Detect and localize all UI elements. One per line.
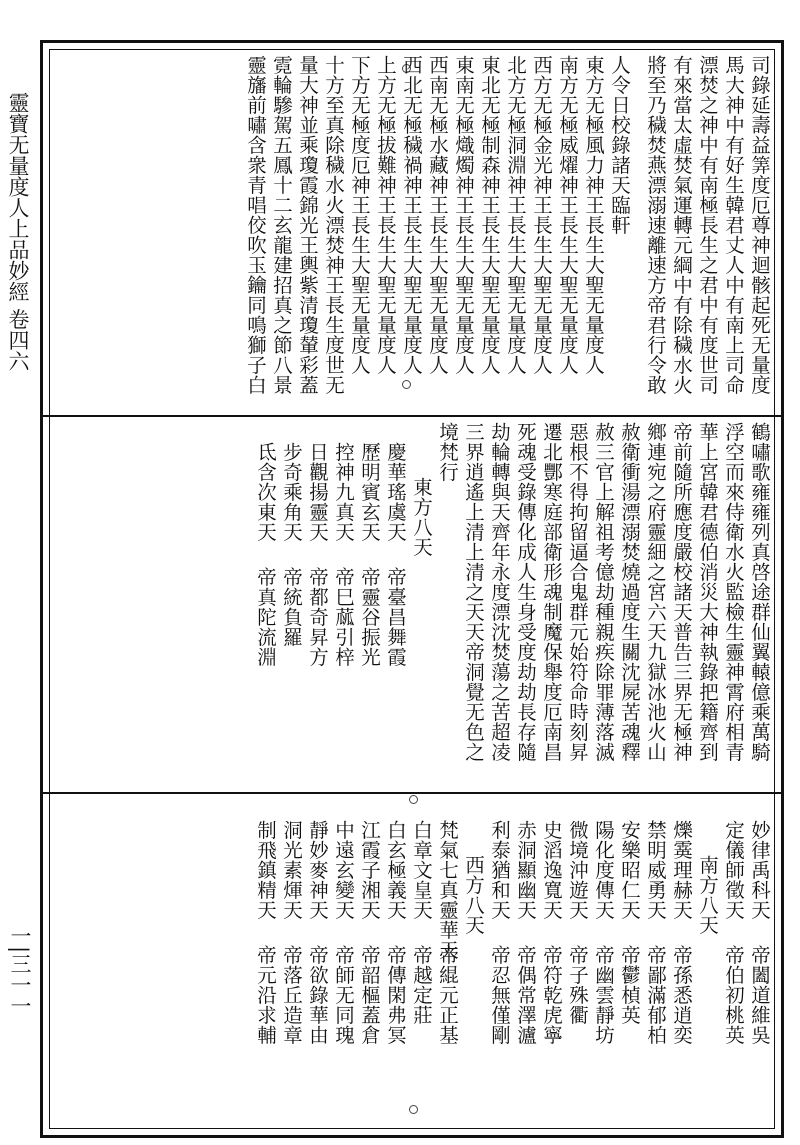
heaven-name: 安樂昭仁天 <box>618 820 641 920</box>
margin-book-title: 靈寶无量度人上品妙經 卷四六 <box>6 92 30 372</box>
heaven-pair <box>383 800 407 1130</box>
text-column: 馬大神中有好生韓君丈人中有南上司命 <box>722 55 745 395</box>
heaven-pair <box>643 800 667 1130</box>
heaven-name: 氐含次東天 <box>254 442 277 542</box>
text-column: 下方无極度厄神王長生大聖无量度人 <box>348 55 371 375</box>
emperor-name: 帝子殊衢 <box>566 945 589 1025</box>
section-heading-west: 西方八天 <box>462 855 485 935</box>
text-column: 赦三官上解祖考億劫種親疾除罪薄落滅 <box>592 422 615 762</box>
emperor-name: 帝韶樞蓋倉 <box>358 945 381 1045</box>
heaven-pair <box>305 800 329 1130</box>
heaven-name: 利泰猶和天 <box>488 820 511 920</box>
section-heading-east: 東方八天 <box>410 477 433 557</box>
emperor-name: 帝鬱楨英 <box>618 945 641 1025</box>
heaven-pair <box>279 800 303 1130</box>
text-column: 惡根不得拘留逼合鬼群元始符命時刻昇 <box>566 422 589 762</box>
heaven-name: 定儀師徵天 <box>722 820 745 920</box>
text-column: 浮空而來侍衛水火監檢生靈神霄府相青 <box>722 422 745 762</box>
heaven-name: 赤洞顯幽天 <box>514 820 537 920</box>
text-column: 劫輪轉與天齊年永度漂沈焚蕩之苦超凌 <box>488 422 511 762</box>
heaven-name: 日觀揚靈天 <box>306 442 329 542</box>
emperor-name: 帝幽雲靜坊 <box>592 945 615 1045</box>
heaven-name: 梵氣七真靈華天 <box>436 820 459 960</box>
text-column: 十方至真除穢水火漂焚神王長生度世无 <box>322 55 345 395</box>
heaven-name: 歷明賓玄天 <box>358 442 381 542</box>
emperor-name: 帝統負羅 <box>280 567 303 647</box>
emperor-name: 帝鄙滿郁柏 <box>644 945 667 1045</box>
emperor-name: 帝巳蓏引梓 <box>332 567 355 667</box>
heaven-pair <box>305 422 329 787</box>
text-column: 三界逍遙上清上清之天天帝洞覺无色之 <box>462 422 485 762</box>
heaven-name: 白章文皇天 <box>410 820 433 920</box>
heaven-pair <box>617 800 641 1130</box>
emperor-name: 帝闔道維吳 <box>748 945 771 1045</box>
heaven-name: 慶華瑤虞天 <box>384 442 407 542</box>
text-column: 北方无極洞淵神王長生大聖无量度人 <box>504 55 527 375</box>
panel-top <box>55 55 771 410</box>
text-column: 漂焚之神中有南極長生之君中有度世司 <box>696 55 719 395</box>
panel-middle <box>55 422 771 787</box>
emperor-name: 帝孫悉逍奕 <box>670 945 693 1045</box>
heaven-name: 洞光素煇天 <box>280 820 303 920</box>
emperor-name: 帝元沿求輔 <box>254 945 277 1045</box>
emperor-name: 帝忍無僅剛 <box>488 945 511 1045</box>
text-column: 鄉連宛之府靈細之宮六天九獄冰池火山 <box>644 422 667 762</box>
heaven-name: 史滔逸寬天 <box>540 820 563 920</box>
heaven-pair <box>331 422 355 787</box>
text-column: 司錄延壽益筭度厄尊神迴骸起死无量度 <box>748 55 771 395</box>
heaven-name: 靜妙麥神天 <box>306 820 329 920</box>
emperor-name: 帝偶常澤瀘 <box>514 945 537 1045</box>
text-column: 將至乃穢焚燕漂溺速離速方帝君行令敢 <box>644 55 667 395</box>
heaven-name: 控神九真天 <box>332 442 355 542</box>
heaven-pair <box>513 800 537 1130</box>
emperor-name: 帝傳閑弗冥 <box>384 945 407 1045</box>
text-column: 西北无極穢禍神王長生大聖无量度人 <box>400 55 423 375</box>
margin-page-number: 一|三一一 <box>8 925 32 1017</box>
emperor-name: 帝師无同瑰 <box>332 945 355 1045</box>
emperor-name: 帝緄元正基 <box>436 945 459 1045</box>
text-column: 南方无極威燿神王長生大聖无量度人 <box>556 55 579 375</box>
panel-bottom <box>55 800 771 1130</box>
text-column: 西方无極金光神王長生大聖无量度人 <box>530 55 553 375</box>
heaven-name: 江霞子湘天 <box>358 820 381 920</box>
heaven-pair <box>591 800 615 1130</box>
heaven-pair <box>435 800 459 1130</box>
heaven-pair <box>565 800 589 1130</box>
heaven-pair <box>253 422 277 787</box>
heaven-name: 爍霙理赫天 <box>670 820 693 920</box>
text-column: 死魂受錄傳化成人生身受度劫劫長存隨 <box>514 422 537 762</box>
heaven-pair <box>539 800 563 1130</box>
panel-separator-1 <box>40 415 784 417</box>
text-column: 赦衛衝湯漂溺焚燒過度生關沈屍苦魂釋 <box>618 422 641 762</box>
heaven-pair <box>357 422 381 787</box>
emperor-name: 帝臺昌舞霞 <box>384 567 407 667</box>
column-spacer <box>633 55 641 410</box>
heaven-name: 微境沖遊天 <box>566 820 589 920</box>
text-column: 東方无極風力神王長生大聖无量度人 <box>582 55 605 375</box>
heaven-name: 制飛鎮精天 <box>254 820 277 920</box>
emperor-name: 帝落丘造章 <box>280 945 303 1045</box>
text-column: 東南无極熾燭神王長生大聖无量度人 <box>452 55 475 375</box>
text-column: 東北无極制森神王長生大聖无量度人 <box>478 55 501 375</box>
text-column: 靈旛前嘯含衆青唱佼吹玉鑰同鳴獅子白 <box>244 55 267 395</box>
heaven-pair <box>409 800 433 1130</box>
heaven-name: 陽化度傳天 <box>592 820 615 920</box>
emperor-name: 帝欲錄華由 <box>306 945 329 1045</box>
emperor-name: 帝真陀流淵 <box>254 567 277 667</box>
text-column: 量大神並乘瓊霞錦光王輿紫清瓊輦彩蓋 <box>296 55 319 395</box>
panel-separator-2 <box>40 792 784 794</box>
emperor-name: 帝都奇昇方 <box>306 567 329 667</box>
section-heading-south: 南方八天 <box>696 855 719 935</box>
heaven-pair <box>331 800 355 1130</box>
heaven-name: 禁明威勇天 <box>644 820 667 920</box>
text-column: 遷北酆寒庭部衛形魂制魔保舉度厄南昌 <box>540 422 563 762</box>
text-column: 境梵行 <box>436 422 459 482</box>
text-column: 帝前隨所應度嚴校諸天普告三界无極神 <box>670 422 693 762</box>
heaven-pair <box>669 800 693 1130</box>
heaven-name: 白玄極義天 <box>384 820 407 920</box>
heaven-pair <box>253 800 277 1130</box>
text-column: 霓輪驂駕五鳳十二玄龍建招真之節八景 <box>270 55 293 395</box>
emperor-name: 帝靈谷振光 <box>358 567 381 667</box>
text-column: 有來當太虛焚氣運轉元綱中有除穢水火 <box>670 55 693 395</box>
text-column: 西南无極水藏神王長生大聖无量度人 <box>426 55 449 375</box>
emperor-name: 帝伯初桃英 <box>722 945 745 1045</box>
text-column: 華上宮韓君德伯消災大神執錄把籍齊到 <box>696 422 719 762</box>
heaven-name: 中遠玄變天 <box>332 820 355 920</box>
emperor-name: 帝符乾虎寧 <box>540 945 563 1045</box>
heaven-pair <box>487 800 511 1130</box>
heaven-pair <box>279 422 303 787</box>
heaven-pair <box>383 422 407 787</box>
text-column: 人令日校錄諸天臨軒 <box>608 55 631 235</box>
heaven-pair <box>357 800 381 1130</box>
text-column: 上方无極拔難神王長生大聖无量度人 <box>374 55 397 375</box>
heaven-pair <box>747 800 771 1130</box>
heaven-name: 步奇乘角天 <box>280 442 303 542</box>
heaven-pair <box>721 800 745 1130</box>
text-column: 鶴嘯歌雍雍列真啓途群仙翼轅億乘萬騎 <box>748 422 771 762</box>
heaven-name: 妙律禹科天 <box>748 820 771 920</box>
emperor-name: 帝越定莊 <box>410 945 433 1025</box>
